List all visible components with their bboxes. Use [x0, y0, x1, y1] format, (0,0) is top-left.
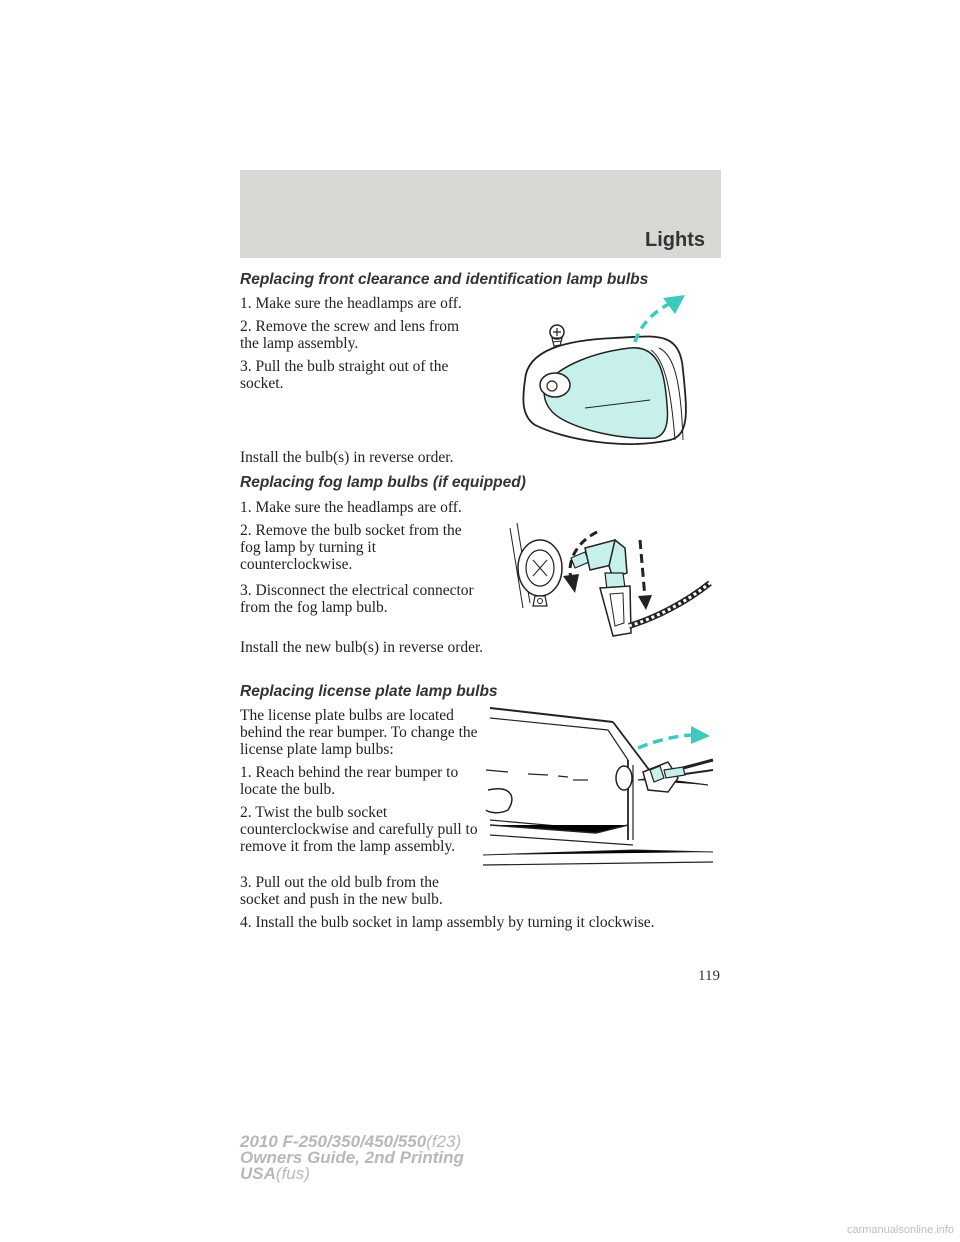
- step-text: 2. Twist the bulb socket counterclockwise and carefully pull to remove it from the lamp assembly.: [240, 804, 478, 855]
- license-lamp-illustration: [478, 700, 718, 900]
- step-text: 1. Reach behind the rear bumper to locate the bulb.: [240, 764, 459, 798]
- arrow-icon: [635, 295, 685, 342]
- step-text: 3. Pull out the old bulb from the socket and push in the new bulb.: [240, 874, 443, 908]
- footer-code: (fus): [275, 1164, 310, 1183]
- step-text: 3. Pull the bulb straight out of the socket.: [240, 358, 449, 392]
- arrow-icon: [638, 726, 710, 748]
- step-text: 4. Install the bulb socket in lamp assembly by turning it clockwise.: [240, 914, 655, 931]
- closing-text: Install the bulb(s) in reverse order.: [240, 449, 454, 466]
- step-text: 1. Make sure the headlamps are off.: [240, 295, 462, 312]
- footer-edition: Owners Guide, 2nd Printing: [240, 1148, 464, 1167]
- watermark: carmanualsonline.info: [846, 1224, 954, 1236]
- page-number: 119: [698, 968, 720, 984]
- step-text: 2. Remove the screw and lens from the lamp assembly.: [240, 318, 460, 352]
- step-text: 2. Remove the bulb socket from the fog lamp by turning it counterclockwise.: [240, 522, 462, 573]
- intro-text: The license plate bulbs are located behind the rear bumper. To change the license plate lamp bulbs:: [240, 707, 478, 758]
- footer-publication-info: [240, 1134, 464, 1182]
- arrow-icon: [638, 540, 652, 610]
- footer-model: 2010 F-250/350/450/550: [240, 1132, 427, 1151]
- heading-license-lamp: Replacing license plate lamp bulbs: [240, 683, 498, 700]
- step-text: 1. Make sure the headlamps are off.: [240, 499, 462, 516]
- section-title: Lights: [645, 229, 705, 251]
- closing-text: Install the new bulb(s) in reverse order.: [240, 639, 484, 656]
- section-tab: [240, 170, 721, 258]
- step-text: 3. Disconnect the electrical connector from the fog lamp bulb.: [240, 582, 474, 616]
- fog-lamp-illustration: [505, 518, 720, 643]
- footer-code: (f23): [426, 1132, 462, 1151]
- clearance-lamp-illustration: [505, 290, 720, 455]
- heading-fog-lamp: Replacing fog lamp bulbs (if equipped): [240, 474, 526, 491]
- footer-market: USA: [240, 1164, 276, 1183]
- heading-clearance-lamp: Replacing front clearance and identification lamp bulbs: [240, 271, 649, 288]
- footer-line: [240, 1166, 464, 1182]
